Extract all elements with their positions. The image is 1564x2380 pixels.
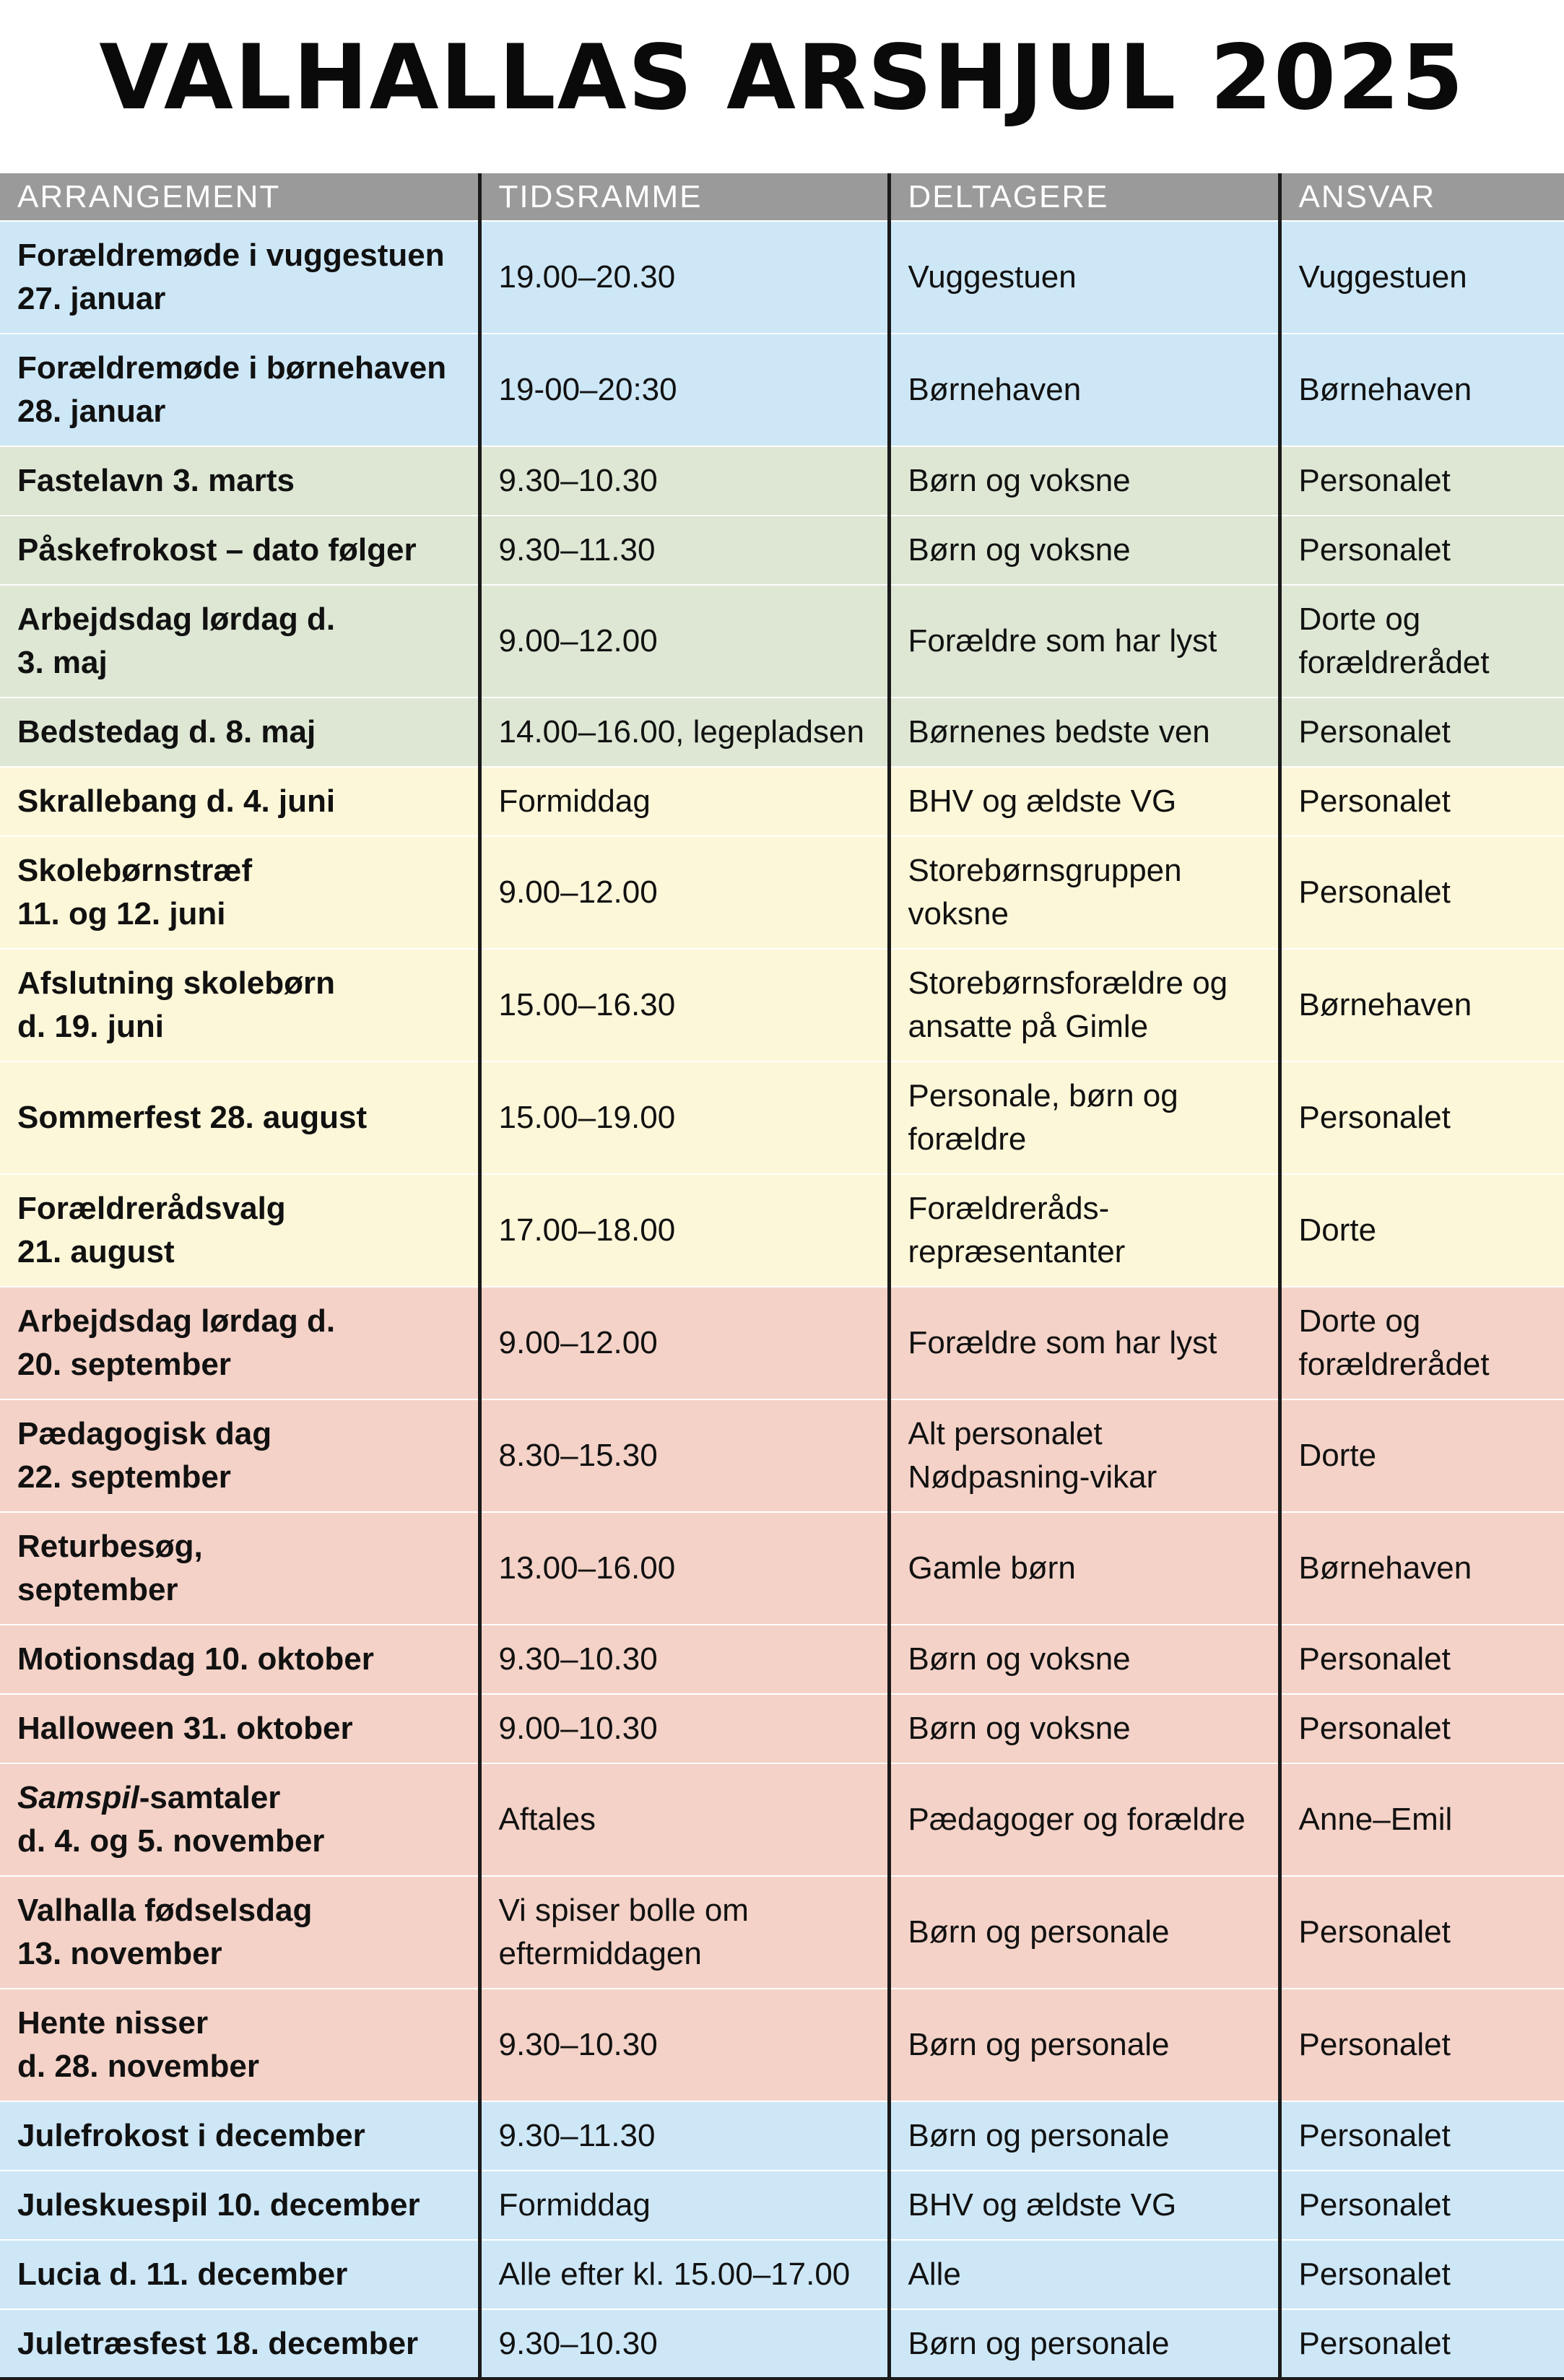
cell-text: Personalet	[1298, 2118, 1451, 2153]
cell-text: Aftales	[498, 1802, 596, 1837]
cell-tidsramme	[479, 1625, 889, 1694]
cell-deltagere	[889, 836, 1280, 949]
column-header-deltagere: DELTAGERE	[889, 173, 1280, 221]
cell-tidsramme	[479, 1989, 889, 2101]
cell-arrangement	[0, 1763, 479, 1876]
cell-tidsramme	[479, 2171, 889, 2240]
cell-ansvar	[1280, 1174, 1564, 1287]
cell-ansvar	[1280, 698, 1564, 767]
cell-tidsramme	[479, 2309, 889, 2379]
cell-text: d. 19. juni	[17, 1009, 164, 1044]
cell-tidsramme	[479, 1763, 889, 1876]
cell-text: Forældre som har lyst	[908, 623, 1217, 659]
cell-text: Personalet	[1298, 783, 1451, 819]
cell-text: Personalet	[1298, 532, 1451, 568]
table-row	[0, 1512, 1564, 1625]
cell-text: 3. maj	[17, 645, 108, 680]
cell-text: Dorte	[1298, 1438, 1377, 1473]
table-row	[0, 1399, 1564, 1512]
cell-text: Personalet	[1298, 1641, 1451, 1677]
cell-deltagere	[889, 1989, 1280, 2101]
cell-text: Personalet	[1298, 2325, 1451, 2361]
cell-text: Personalet	[1298, 1914, 1451, 1950]
cell-text: 13.00–16.00	[498, 1550, 676, 1586]
cell-text: 19.00–20.30	[498, 259, 676, 295]
cell-text: Arbejdsdag lørdag d.	[17, 601, 336, 637]
cell-arrangement	[0, 1694, 479, 1763]
cell-text: Forældremøde i børnehaven	[17, 350, 447, 386]
cell-arrangement	[0, 949, 479, 1061]
table-header-row	[0, 173, 1564, 221]
table-row	[0, 1694, 1564, 1763]
cell-ansvar	[1280, 767, 1564, 836]
cell-ansvar	[1280, 1876, 1564, 1989]
cell-text: Alle efter kl. 15.00–17.00	[498, 2257, 851, 2292]
cell-deltagere	[889, 516, 1280, 585]
table-row	[0, 1763, 1564, 1876]
cell-text: Bedstedag d. 8. maj	[17, 714, 316, 750]
cell-ansvar	[1280, 2171, 1564, 2240]
cell-tidsramme	[479, 1287, 889, 1399]
cell-text: Gamle børn	[908, 1550, 1076, 1586]
cell-text: Personalet	[1298, 2257, 1451, 2292]
cell-text: Sommerfest 28. august	[17, 1100, 368, 1135]
cell-arrangement	[0, 767, 479, 836]
table-row	[0, 2309, 1564, 2379]
cell-deltagere	[889, 1512, 1280, 1625]
cell-tidsramme	[479, 221, 889, 334]
cell-text: Personalet	[1298, 714, 1451, 750]
cell-text: forældre	[908, 1121, 1027, 1157]
cell-text: Formiddag	[498, 2187, 651, 2223]
cell-ansvar	[1280, 2309, 1564, 2379]
column-header-arrangement: ARRANGEMENT	[0, 173, 479, 221]
cell-arrangement	[0, 2309, 479, 2379]
cell-text: 20. september	[17, 1347, 231, 1382]
table-row	[0, 1625, 1564, 1694]
cell-text: Afslutning skolebørn	[17, 965, 335, 1001]
cell-text: 9.00–12.00	[498, 874, 658, 910]
cell-text: 9.30–10.30	[498, 2027, 658, 2062]
cell-text: Samspil-samtaler	[17, 1780, 281, 1815]
cell-tidsramme	[479, 334, 889, 446]
table-row	[0, 221, 1564, 334]
table-row	[0, 1287, 1564, 1399]
cell-text: Alle	[908, 2257, 961, 2292]
cell-text: Juleskuespil 10. december	[17, 2187, 420, 2223]
cell-text: Personalet	[1298, 463, 1451, 498]
cell-text: Personale, børn og	[908, 1078, 1178, 1113]
cell-text: Påskefrokost – dato følger	[17, 532, 417, 568]
cell-arrangement	[0, 1287, 479, 1399]
cell-text: Personalet	[1298, 1711, 1451, 1746]
cell-text: 9.00–10.30	[498, 1711, 658, 1746]
cell-text: 9.30–11.30	[498, 532, 656, 568]
cell-text: Forældreråds-	[908, 1191, 1110, 1226]
table-row	[0, 2101, 1564, 2171]
cell-text: Pædagoger og forældre	[908, 1802, 1246, 1837]
cell-arrangement	[0, 516, 479, 585]
cell-deltagere	[889, 585, 1280, 698]
cell-ansvar	[1280, 836, 1564, 949]
cell-text: 15.00–19.00	[498, 1100, 676, 1135]
cell-text: Børn og personale	[908, 2118, 1170, 2153]
cell-deltagere	[889, 2240, 1280, 2309]
cell-arrangement	[0, 1512, 479, 1625]
cell-arrangement	[0, 1989, 479, 2101]
cell-ansvar	[1280, 1694, 1564, 1763]
cell-ansvar	[1280, 2101, 1564, 2171]
cell-text: Børnehaven	[1298, 1550, 1472, 1586]
cell-deltagere	[889, 1061, 1280, 1174]
cell-arrangement	[0, 1399, 479, 1512]
cell-tidsramme	[479, 2101, 889, 2171]
cell-deltagere	[889, 221, 1280, 334]
table-body	[0, 221, 1564, 2379]
cell-text: Personalet	[1298, 2027, 1451, 2062]
cell-deltagere	[889, 2101, 1280, 2171]
cell-deltagere	[889, 949, 1280, 1061]
table-row	[0, 1061, 1564, 1174]
cell-deltagere	[889, 767, 1280, 836]
cell-deltagere	[889, 2171, 1280, 2240]
cell-text: forældrerådet	[1298, 1347, 1490, 1382]
cell-text: 11. og 12. juni	[17, 896, 226, 931]
cell-tidsramme	[479, 446, 889, 516]
cell-text: Julefrokost i december	[17, 2118, 365, 2153]
cell-tidsramme	[479, 698, 889, 767]
cell-arrangement	[0, 1061, 479, 1174]
cell-text: Storebørnsforældre og	[908, 965, 1228, 1001]
table-row	[0, 2171, 1564, 2240]
cell-text: Alt personalet	[908, 1416, 1103, 1451]
cell-arrangement	[0, 836, 479, 949]
cell-text: 9.00–12.00	[498, 623, 658, 659]
cell-arrangement	[0, 334, 479, 446]
table-row	[0, 1876, 1564, 1989]
cell-ansvar	[1280, 1061, 1564, 1174]
cell-ansvar	[1280, 1989, 1564, 2101]
cell-text: Fastelavn 3. marts	[17, 463, 295, 498]
cell-text: 9.30–10.30	[498, 463, 658, 498]
cell-tidsramme	[479, 585, 889, 698]
table-row	[0, 2240, 1564, 2309]
cell-text: BHV og ældste VG	[908, 783, 1177, 819]
table-row	[0, 334, 1564, 446]
cell-text: Valhalla fødselsdag	[17, 1893, 313, 1928]
cell-text: Lucia d. 11. december	[17, 2257, 348, 2292]
cell-text: Børn og personale	[908, 1914, 1170, 1950]
cell-deltagere	[889, 446, 1280, 516]
cell-ansvar	[1280, 334, 1564, 446]
cell-text: voksne	[908, 896, 1009, 931]
cell-text: september	[17, 1572, 178, 1607]
cell-deltagere	[889, 2309, 1280, 2379]
cell-text: 9.00–12.00	[498, 1325, 658, 1360]
cell-arrangement	[0, 446, 479, 516]
cell-tidsramme	[479, 1399, 889, 1512]
cell-tidsramme	[479, 949, 889, 1061]
cell-text: Børnehaven	[1298, 987, 1472, 1022]
page-title: VALHALLAS ARSHJUL 2025	[99, 26, 1465, 130]
column-header-tidsramme: TIDSRAMME	[479, 173, 889, 221]
cell-text: Vi spiser bolle om	[498, 1893, 749, 1928]
table-row	[0, 1989, 1564, 2101]
cell-text: Returbesøg,	[17, 1529, 203, 1564]
cell-tidsramme	[479, 2240, 889, 2309]
cell-text: Skrallebang d. 4. juni	[17, 783, 336, 819]
cell-text: Personalet	[1298, 1100, 1451, 1135]
table-row	[0, 767, 1564, 836]
column-header-ansvar: ANSVAR	[1280, 173, 1564, 221]
cell-text: 15.00–16.30	[498, 987, 676, 1022]
cell-arrangement	[0, 2240, 479, 2309]
cell-text: Formiddag	[498, 783, 651, 819]
cell-text: Hente nisser	[17, 2005, 209, 2041]
cell-text: Juletræsfest 18. december	[17, 2325, 419, 2361]
cell-deltagere	[889, 698, 1280, 767]
cell-deltagere	[889, 1694, 1280, 1763]
cell-tidsramme	[479, 1061, 889, 1174]
cell-text: 9.30–10.30	[498, 1641, 658, 1677]
cell-text: Børn og voksne	[908, 1641, 1131, 1677]
table-row	[0, 516, 1564, 585]
cell-tidsramme	[479, 836, 889, 949]
cell-text: Pædagogisk dag	[17, 1416, 272, 1451]
table-row	[0, 585, 1564, 698]
cell-text: Halloween 31. oktober	[17, 1711, 353, 1746]
cell-arrangement	[0, 1625, 479, 1694]
cell-ansvar	[1280, 1625, 1564, 1694]
cell-text: Personalet	[1298, 2187, 1451, 2223]
cell-text: Børn og personale	[908, 2325, 1170, 2361]
cell-tidsramme	[479, 1694, 889, 1763]
cell-tidsramme	[479, 767, 889, 836]
table-row	[0, 949, 1564, 1061]
cell-ansvar	[1280, 1512, 1564, 1625]
cell-arrangement	[0, 2101, 479, 2171]
cell-text: Børnehaven	[908, 372, 1082, 407]
cell-text: Forældre som har lyst	[908, 1325, 1217, 1360]
cell-deltagere	[889, 1763, 1280, 1876]
cell-text: 8.30–15.30	[498, 1438, 658, 1473]
cell-deltagere	[889, 1876, 1280, 1989]
cell-text: 13. november	[17, 1936, 222, 1971]
cell-deltagere	[889, 1287, 1280, 1399]
cell-text: Nødpasning-vikar	[908, 1459, 1157, 1495]
table-row	[0, 446, 1564, 516]
cell-text: eftermiddagen	[498, 1936, 702, 1971]
cell-text: Arbejdsdag lørdag d.	[17, 1303, 336, 1339]
cell-deltagere	[889, 1174, 1280, 1287]
cell-tidsramme	[479, 1512, 889, 1625]
table-row	[0, 836, 1564, 949]
cell-text: Dorte og	[1298, 1303, 1421, 1339]
cell-text: Børn og personale	[908, 2027, 1170, 2062]
cell-ansvar	[1280, 1399, 1564, 1512]
cell-text: Forældremøde i vuggestuen	[17, 238, 445, 273]
cell-text: Børnenes bedste ven	[908, 714, 1210, 750]
cell-text: repræsentanter	[908, 1234, 1126, 1269]
cell-text: 19-00–20:30	[498, 372, 677, 407]
cell-text: 9.30–10.30	[498, 2325, 658, 2361]
table-row	[0, 1174, 1564, 1287]
cell-text: d. 4. og 5. november	[17, 1823, 325, 1859]
cell-text: Skolebørnstræf	[17, 853, 253, 888]
cell-text: 17.00–18.00	[498, 1212, 676, 1248]
cell-deltagere	[889, 334, 1280, 446]
cell-text: Børn og voksne	[908, 463, 1131, 498]
cell-arrangement	[0, 698, 479, 767]
cell-text: 21. august	[17, 1234, 175, 1269]
cell-text: Børn og voksne	[908, 1711, 1131, 1746]
table-row	[0, 698, 1564, 767]
cell-arrangement	[0, 2171, 479, 2240]
events-table	[0, 173, 1564, 2380]
cell-text: forældrerådet	[1298, 645, 1490, 680]
cell-tidsramme	[479, 516, 889, 585]
cell-text: Børn og voksne	[908, 532, 1131, 568]
cell-text: Motionsdag 10. oktober	[17, 1641, 374, 1677]
cell-ansvar	[1280, 446, 1564, 516]
cell-text: 22. september	[17, 1459, 231, 1495]
cell-arrangement	[0, 221, 479, 334]
cell-text: Børnehaven	[1298, 372, 1472, 407]
cell-ansvar	[1280, 516, 1564, 585]
cell-ansvar	[1280, 2240, 1564, 2309]
cell-text: Storebørnsgruppen	[908, 853, 1182, 888]
cell-ansvar	[1280, 1287, 1564, 1399]
cell-text: Anne–Emil	[1298, 1802, 1453, 1837]
cell-ansvar	[1280, 221, 1564, 334]
cell-deltagere	[889, 1399, 1280, 1512]
cell-text: 27. januar	[17, 281, 166, 316]
cell-text: 28. januar	[17, 394, 166, 429]
cell-text: ansatte på Gimle	[908, 1009, 1149, 1044]
cell-text: 9.30–11.30	[498, 2118, 656, 2153]
cell-arrangement	[0, 585, 479, 698]
cell-arrangement	[0, 1876, 479, 1989]
cell-arrangement	[0, 1174, 479, 1287]
cell-text: Dorte og	[1298, 601, 1421, 637]
cell-deltagere	[889, 1625, 1280, 1694]
cell-text: Forældrerådsvalg	[17, 1191, 286, 1226]
cell-text: d. 28. november	[17, 2049, 260, 2084]
cell-text: BHV og ældste VG	[908, 2187, 1177, 2223]
cell-text: Dorte	[1298, 1212, 1377, 1248]
cell-ansvar	[1280, 1763, 1564, 1876]
cell-text: Personalet	[1298, 874, 1451, 910]
cell-text: Vuggestuen	[908, 259, 1077, 295]
cell-ansvar	[1280, 585, 1564, 698]
cell-text: Vuggestuen	[1298, 259, 1467, 295]
cell-ansvar	[1280, 949, 1564, 1061]
cell-tidsramme	[479, 1174, 889, 1287]
cell-text: 14.00–16.00, legepladsen	[498, 714, 864, 750]
cell-tidsramme	[479, 1876, 889, 1989]
